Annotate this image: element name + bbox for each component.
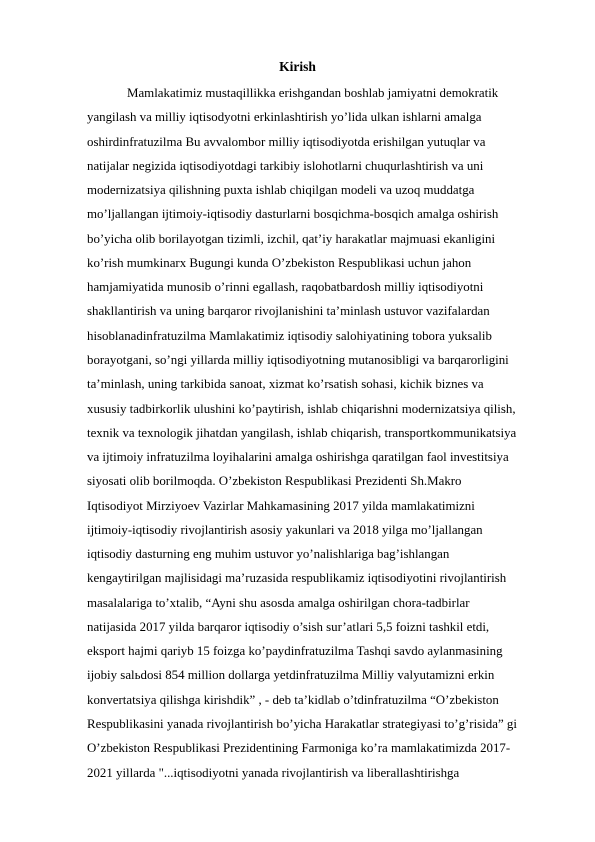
paragraph-line: konvertatsiya qilishga kirishdik” , - deb ta’kidlab o’tdinfratuzilma “O’zbekiston bbox=[87, 692, 499, 707]
paragraph-line: mo’ljallangan ijtimoiy-iqtisodiy dasturlarni bosqichma-bosqich amalga oshirish bbox=[87, 207, 499, 222]
paragraph-line: Iqtisodiyot Mirziyoev Vazirlar Mahkamasining 2017 yilda mamlakatimizni bbox=[87, 498, 475, 513]
paragraph-line: oshirdinfratuzilma Bu avvalombor milliy iqtisodiyotda erishilgan yutuqlar va bbox=[87, 134, 486, 149]
paragraph-line: shakllantirish va uning barqaror rivojlanishini ta’minlash ustuvor vazifalardan bbox=[87, 304, 490, 319]
paragraph-line: eksport hajmi qariyb 15 foizga ko’paydinfratuzilma Tashqi savdo aylanmasining bbox=[87, 644, 503, 659]
paragraph-line: va ijtimoiy infratuzilma loyihalarini amalga oshirishga qaratilgan faol investitsiya bbox=[87, 450, 509, 465]
paragraph-line: borayotgani, so’ngi yillarda milliy iqtisodiyotning mutanosibligi va barqarorligini bbox=[87, 352, 509, 367]
paragraph-line: siyosati olib borilmoqda. O’zbekiston Respublikasi Prezidenti Sh.Makro bbox=[87, 474, 462, 489]
paragraph-line: natijasida 2017 yilda barqaror iqtisodiy o’sish sur’atlari 5,5 foizni tashkil etdi, bbox=[87, 619, 490, 634]
paragraph-line: texnik va texnologik jihatdan yangilash, ishlab chiqarish, transportkommunikatsiya bbox=[87, 425, 517, 440]
paragraph-line: masalalariga to’xtalib, “Ayni shu asosda amalga oshirilgan chora-tadbirlar bbox=[87, 595, 470, 610]
paragraph-line: bo’yicha olib borilayotgan tizimli, izchil, qat’iy harakatlar majmuasi ekanligini bbox=[87, 231, 496, 246]
paragraph-line: Mamlakatimiz mustaqillikka erishgandan boshlab jamiyatni demokratik bbox=[127, 86, 499, 100]
paragraph-line: ko’rish mumkinarx Bugungi kunda O’zbekiston Respublikasi uchun jahon bbox=[87, 255, 472, 270]
paragraph-line: 2021 yillarda "...iqtisodiyotni yanada rivojlantirish va liberallashtirishga bbox=[87, 765, 460, 780]
paragraph-line: O’zbekiston Respublikasi Prezidentining Farmoniga ko’ra mamlakatimizda 2017- bbox=[87, 741, 511, 756]
paragraph-line: yangilash va milliy iqtisodyotni erkinlashtirish yo’lida ulkan ishlarni amalga bbox=[87, 110, 482, 125]
paragraph-line: modernizatsiya qilishning puxta ishlab chiqilgan modeli va uzoq muddatga bbox=[87, 183, 475, 198]
paragraph-line: Respublikasini yanada rivojlantirish bo’yicha Harakatlar strategiyasi to’g’risida” gi bbox=[87, 717, 517, 732]
paragraph-line: ijtimoiy-iqtisodiy rivojlantirish asosiy yakunlari va 2018 yilga mo’ljallangan bbox=[87, 522, 483, 537]
paragraph-line: ijobiy salьdosi 854 million dollarga yetdinfratuzilma Milliy valyutamizni erkin bbox=[87, 668, 495, 683]
paragraph-line: ta’minlash, uning tarkibida sanoat, xizmat ko’rsatish sohasi, kichik biznes va bbox=[87, 377, 484, 392]
paragraph-line: natijalar negizida iqtisodiyotdagi tarkibiy islohotlarni chuqurlashtirish va uni bbox=[87, 158, 484, 173]
paragraph-line: kengaytirilgan majlisidagi ma’ruzasida respublikamiz iqtisodiyotini rivojlantirish bbox=[87, 571, 507, 586]
paragraph-line: iqtisodiy dasturning eng muhim ustuvor yo’nalishlariga bag’ishlangan bbox=[87, 547, 450, 562]
paragraph-line: xususiy tadbirkorlik ulushini ko’paytirish, ishlab chiqarishni modernizatsiya qilish, bbox=[87, 401, 516, 416]
paragraph-line: hisoblanadinfratuzilma Mamlakatimiz iqtisodiy salohiyatining tobora yuksalib bbox=[87, 328, 492, 343]
page-title: Kirish bbox=[279, 59, 316, 74]
paragraph-line: hamjamiyatida munosib o’rinni egallash, raqobatbardosh milliy iqtisodiyotni bbox=[87, 280, 484, 295]
